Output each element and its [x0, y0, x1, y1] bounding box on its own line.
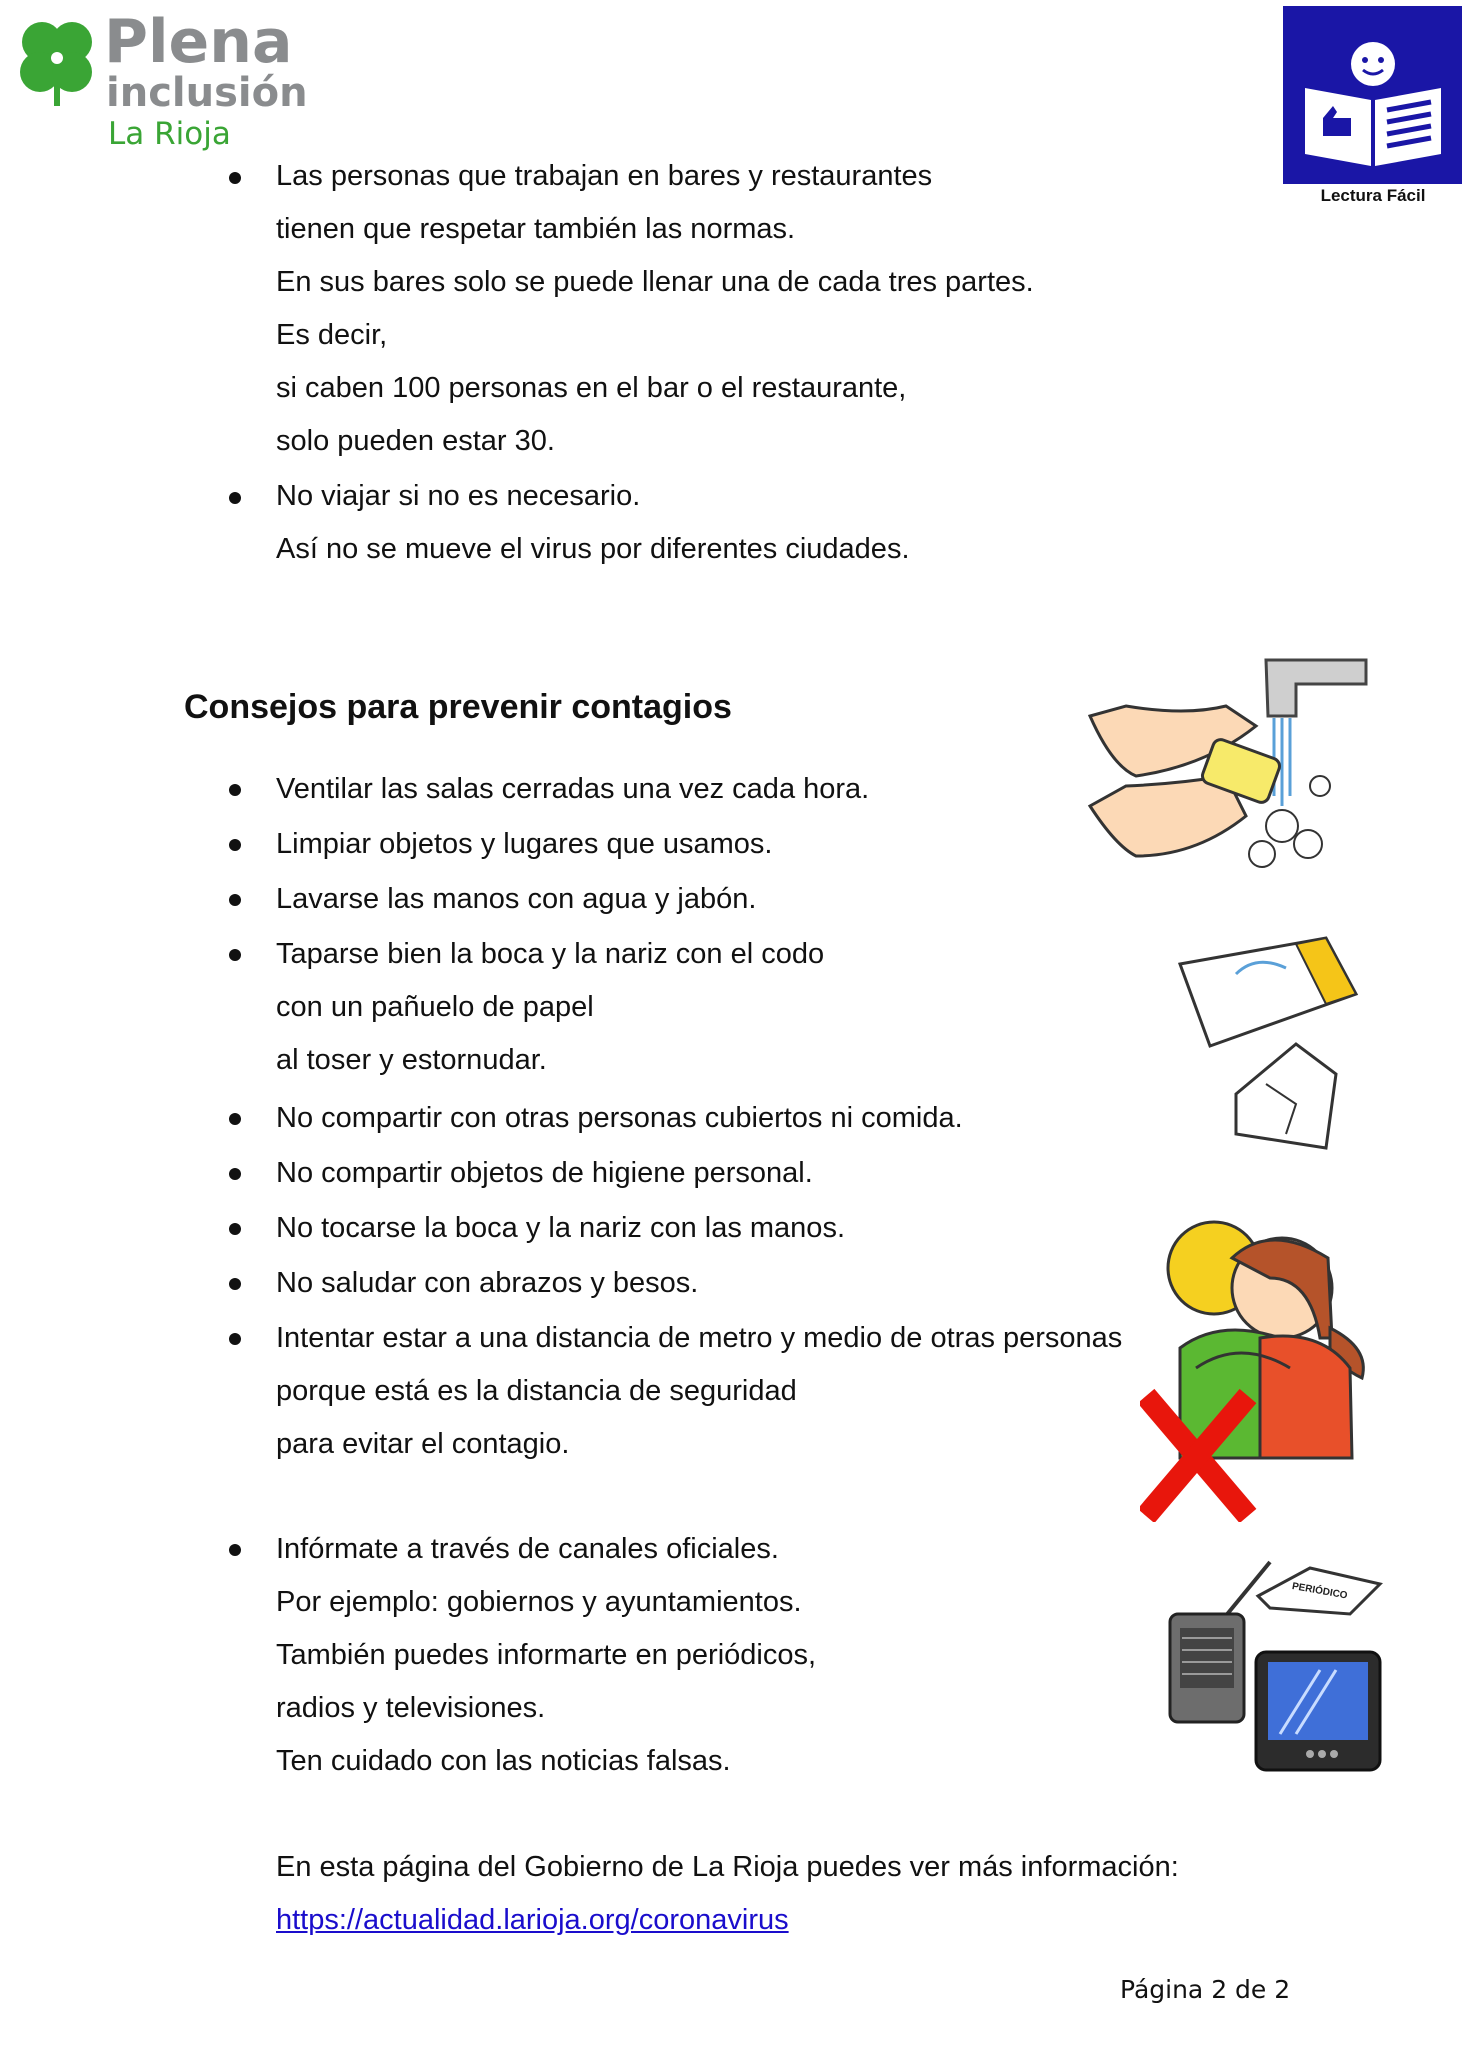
bullet-dot	[229, 492, 241, 504]
text-line: También puedes informarte en periódicos,	[276, 1639, 817, 1671]
text-line: No compartir objetos de higiene personal.	[276, 1157, 813, 1189]
text-line: Limpiar objetos y lugares que usamos.	[276, 828, 773, 860]
bullet-dot	[229, 949, 241, 961]
text-line: si caben 100 personas en el bar o el restaurante,	[276, 372, 907, 404]
text-line: Intentar estar a una distancia de metro y medio de otras personas	[276, 1322, 1123, 1354]
text-line: Taparse bien la boca y la nariz con el codo	[276, 938, 825, 970]
page-number: Página 2 de 2	[1120, 1975, 1291, 2004]
text-line: con un pañuelo de papel	[276, 991, 594, 1023]
text-line: Así no se mueve el virus por diferentes ciudades.	[276, 533, 910, 565]
tissues-icon	[1176, 934, 1370, 1154]
text-line: para evitar el contagio.	[276, 1428, 570, 1460]
text-line: No viajar si no es necesario.	[276, 480, 641, 512]
text-line: En sus bares solo se puede llenar una de cada tres partes.	[276, 266, 1034, 298]
logo-title: Plena	[104, 7, 293, 77]
more-info-text: En esta página del Gobierno de La Rioja puedes ver más información:	[276, 1851, 1179, 1883]
text-line: porque está es la distancia de seguridad	[276, 1375, 797, 1407]
bullet-dot	[229, 839, 241, 851]
text-line: Por ejemplo: gobiernos y ayuntamientos.	[276, 1586, 802, 1618]
section-heading: Consejos para prevenir contagios	[184, 688, 732, 726]
text-line: al toser y estornudar.	[276, 1044, 547, 1076]
bullet-dot	[229, 1333, 241, 1345]
text-line: No compartir con otras personas cubiertos ni comida.	[276, 1102, 963, 1134]
bullet-dot	[229, 784, 241, 796]
text-line: tienen que respetar también las normas.	[276, 213, 796, 245]
hug-icon	[1140, 1218, 1386, 1522]
bullet-dot	[229, 1544, 241, 1556]
text-line: radios y televisiones.	[276, 1692, 546, 1724]
text-line: Las personas que trabajan en bares y restaurantes	[276, 160, 933, 192]
bullet-dot	[229, 1223, 241, 1235]
text-line: Infórmate a través de canales oficiales.	[276, 1533, 779, 1565]
bullet-dot	[229, 1113, 241, 1125]
logo-subtitle: inclusión	[106, 70, 308, 116]
text-line: No tocarse la boca y la nariz con las manos.	[276, 1212, 845, 1244]
bullet-dot	[229, 1278, 241, 1290]
text-line: Ten cuidado con las noticias falsas.	[276, 1745, 731, 1777]
media-icon	[1160, 1558, 1386, 1780]
handwashing-icon	[1086, 656, 1370, 890]
text-line: No saludar con abrazos y besos.	[276, 1267, 699, 1299]
clover-icon	[16, 18, 98, 110]
newspaper-label: PERIÓDICO	[1291, 1580, 1349, 1602]
bullet-dot	[229, 172, 241, 184]
text-line: Es decir,	[276, 319, 388, 351]
text-line: Ventilar las salas cerradas una vez cada hora.	[276, 773, 870, 805]
bullet-dot	[229, 1168, 241, 1180]
easy-read-badge	[1283, 6, 1462, 184]
text-line: Lavarse las manos con agua y jabón.	[276, 883, 757, 915]
easy-read-label: Lectura Fácil	[1320, 186, 1426, 205]
coronavirus-info-link[interactable]: https://actualidad.larioja.org/coronavirus	[276, 1904, 789, 1936]
bullet-dot	[229, 894, 241, 906]
text-line: solo pueden estar 30.	[276, 425, 555, 457]
easy-read-icon	[1283, 6, 1462, 184]
logo-region: La Rioja	[108, 116, 231, 152]
